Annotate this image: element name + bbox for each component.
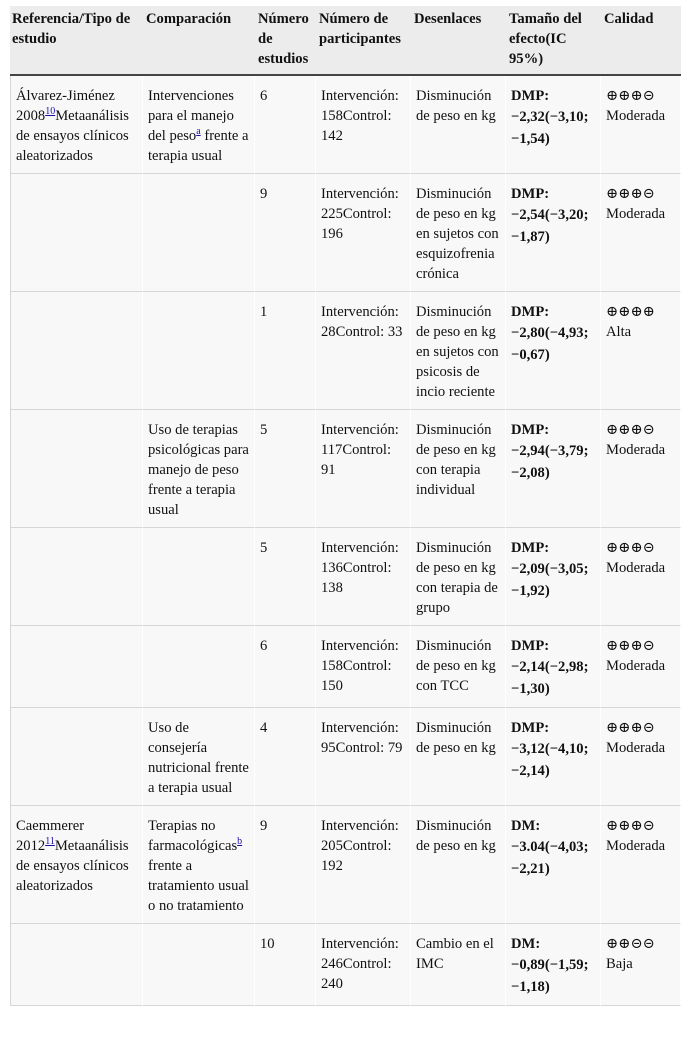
participants-cell: Intervención: 95Control: 79: [316, 708, 411, 806]
effect-label: DMP:: [511, 88, 550, 104]
reference-cell: [10, 174, 143, 292]
header-participants: Número de participantes: [316, 6, 411, 76]
quality-text: Alta: [606, 324, 632, 340]
quality-symbols: ⊕⊕⊝⊝: [606, 936, 655, 952]
num-studies-cell: 9: [255, 174, 316, 292]
effect-value: −2,09(−3,05; −1,92): [511, 561, 589, 599]
participants-cell: Intervención: 246Control: 240: [316, 924, 411, 1006]
table-row: [10, 174, 681, 292]
num-studies-cell: 1: [255, 292, 316, 410]
participants-cell: Intervención: 136Control: 138: [316, 528, 411, 626]
header-ref: Referencia/Tipo de estudio: [10, 6, 143, 76]
effect-value: −2,14(−2,98; −1,30): [511, 659, 589, 697]
ref-citation-link[interactable]: 10: [45, 106, 56, 117]
participants-cell: Intervención: 117Control: 91: [316, 410, 411, 528]
quality-cell: [601, 708, 681, 806]
effect-size-cell: [506, 292, 601, 410]
reference-cell: [10, 806, 143, 924]
effect-label: DMP:: [511, 304, 550, 320]
table-row: [10, 76, 681, 174]
effect-value: −3,12(−4,10; −2,14): [511, 741, 589, 779]
comparison-cell: Uso de terapias psicológicas para manejo de peso frente a terapia usual: [143, 410, 255, 528]
footnote-link[interactable]: b: [237, 836, 243, 847]
quality-text: Baja: [606, 956, 633, 972]
outcome-cell: Disminución de peso en kg con TCC: [411, 626, 506, 708]
table-row: [10, 708, 681, 806]
header-quality: Calidad: [601, 6, 681, 76]
quality-cell: [601, 174, 681, 292]
quality-symbols: ⊕⊕⊕⊝: [606, 422, 655, 438]
comparison-cell: Intervenciones para el manejo del peso$^a$ frente a terapia usual: [143, 76, 255, 174]
ref-author: Álvarez-Jiménez 2008: [16, 88, 115, 124]
outcome-cell: Disminución de peso en kg: [411, 708, 506, 806]
quality-symbols: ⊕⊕⊕⊝: [606, 720, 655, 736]
table-row: [10, 528, 681, 626]
quality-cell: [601, 76, 681, 174]
quality-text: Moderada: [606, 206, 666, 222]
comparison-cell: [143, 924, 255, 1006]
ref-study-type: Metaanálisis de ensayos clínicos aleatorizados: [16, 108, 129, 164]
comparison-cell: [143, 292, 255, 410]
quality-cell: [601, 528, 681, 626]
effect-label: DMP:: [511, 422, 550, 438]
ref-study-type: Metaanálisis de ensayos clínicos aleatorizados: [16, 838, 129, 894]
comparison-cell: [143, 174, 255, 292]
outcome-cell: Disminución de peso en kg en sujetos con esquizofrenia crónica: [411, 174, 506, 292]
quality-text: Moderada: [606, 740, 666, 756]
participants-cell: Intervención: 28Control: 33: [316, 292, 411, 410]
effect-label: DMP:: [511, 638, 550, 654]
outcome-cell: Disminución de peso en kg con terapia de grupo: [411, 528, 506, 626]
effect-value: −2,32(−3,10; −1,54): [511, 109, 589, 147]
quality-cell: [601, 924, 681, 1006]
effect-value: −2,80(−4,93; −0,67): [511, 325, 589, 363]
effect-size-cell: [506, 924, 601, 1006]
outcome-cell: Disminución de peso en kg en sujetos con psicosis de incio reciente: [411, 292, 506, 410]
outcome-cell: Cambio en el IMC: [411, 924, 506, 1006]
effect-size-cell: [506, 806, 601, 924]
num-studies-cell: 4: [255, 708, 316, 806]
table-row: [10, 924, 681, 1006]
effect-label: DM:: [511, 936, 541, 952]
effect-label: DMP:: [511, 720, 550, 736]
quality-symbols: ⊕⊕⊕⊕: [606, 304, 655, 320]
num-studies-cell: 6: [255, 626, 316, 708]
table-row: [10, 626, 681, 708]
effect-size-cell: [506, 528, 601, 626]
effect-size-cell: [506, 76, 601, 174]
reference-cell: [10, 924, 143, 1006]
header-row: [10, 6, 681, 76]
effect-size-cell: [506, 174, 601, 292]
participants-cell: Intervención: 225Control: 196: [316, 174, 411, 292]
quality-symbols: ⊕⊕⊕⊝: [606, 540, 655, 556]
outcome-cell: Disminución de peso en kg con terapia individual: [411, 410, 506, 528]
effect-size-cell: [506, 626, 601, 708]
ref-citation-link[interactable]: 11: [45, 836, 55, 847]
effect-label: DMP:: [511, 186, 550, 202]
footnote-link[interactable]: a: [196, 126, 201, 137]
comparison-cell: Uso de consejería nutricional frente a terapia usual: [143, 708, 255, 806]
effect-label: DMP:: [511, 540, 550, 556]
outcome-cell: Disminución de peso en kg: [411, 76, 506, 174]
reference-cell: [10, 76, 143, 174]
num-studies-cell: 6: [255, 76, 316, 174]
participants-cell: Intervención: 158Control: 142: [316, 76, 411, 174]
quality-cell: [601, 806, 681, 924]
num-studies-cell: 5: [255, 410, 316, 528]
effect-size-cell: [506, 410, 601, 528]
num-studies-cell: 10: [255, 924, 316, 1006]
reference-cell: [10, 410, 143, 528]
num-studies-cell: 5: [255, 528, 316, 626]
comparison-cell: [143, 626, 255, 708]
comparison-cell: Terapias no farmacológicas$^b$ frente a tratamiento usual o no tratamiento: [143, 806, 255, 924]
outcome-cell: Disminución de peso en kg: [411, 806, 506, 924]
quality-text: Moderada: [606, 658, 666, 674]
participants-cell: Intervención: 205Control: 192: [316, 806, 411, 924]
quality-symbols: ⊕⊕⊕⊝: [606, 818, 655, 834]
quality-cell: [601, 410, 681, 528]
quality-text: Moderada: [606, 560, 666, 576]
reference-cell: [10, 292, 143, 410]
table-row: [10, 806, 681, 924]
header-outcomes: Desenlaces: [411, 6, 506, 76]
comparison-cell: [143, 528, 255, 626]
quality-text: Moderada: [606, 442, 666, 458]
header-effect-size: Tamaño del efecto(IC 95%): [506, 6, 601, 76]
table-row: [10, 292, 681, 410]
evidence-table: [10, 6, 681, 1006]
quality-symbols: ⊕⊕⊕⊝: [606, 186, 655, 202]
reference-cell: [10, 626, 143, 708]
participants-cell: Intervención: 158Control: 150: [316, 626, 411, 708]
quality-cell: [601, 292, 681, 410]
num-studies-cell: 9: [255, 806, 316, 924]
effect-value: −3.04(−4,03; −2,21): [511, 839, 589, 877]
effect-label: DM:: [511, 818, 541, 834]
quality-cell: [601, 626, 681, 708]
quality-symbols: ⊕⊕⊕⊝: [606, 88, 655, 104]
quality-symbols: ⊕⊕⊕⊝: [606, 638, 655, 654]
reference-cell: [10, 708, 143, 806]
table-row: [10, 410, 681, 528]
quality-text: Moderada: [606, 838, 666, 854]
header-comparison: Comparación: [143, 6, 255, 76]
header-num-studies: Número de estudios: [255, 6, 316, 76]
effect-value: −2,54(−3,20; −1,87): [511, 207, 589, 245]
reference-cell: [10, 528, 143, 626]
effect-value: −2,94(−3,79; −2,08): [511, 443, 589, 481]
quality-text: Moderada: [606, 108, 666, 124]
ref-author: Caemmerer 2012: [16, 818, 85, 854]
effect-size-cell: [506, 708, 601, 806]
effect-value: −0,89(−1,59; −1,18): [511, 957, 589, 995]
